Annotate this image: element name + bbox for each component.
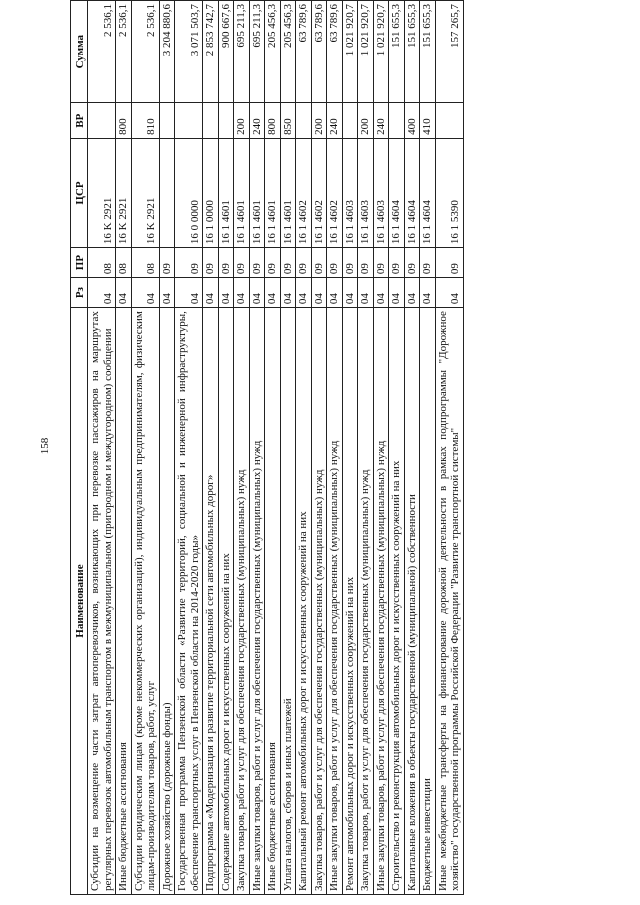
- table-row: [88, 1, 116, 895]
- table-row: [435, 1, 463, 895]
- cell-rz: 04: [404, 278, 420, 308]
- cell-pr: 09: [203, 248, 219, 278]
- cell-name: Иные закупки товаров, работ и услуг для обеспечения государственных (муниципальных) нужд: [373, 308, 389, 895]
- header-csr: ЦСР: [71, 138, 88, 247]
- cell-sum: 2 536,1: [116, 1, 132, 103]
- cell-name: Закупка товаров, работ и услуг для обеспечения государственных (муниципальных) нужд: [234, 308, 250, 895]
- cell-sum: 900 667,6: [218, 1, 234, 103]
- cell-csr: 16 1 4601: [234, 138, 250, 247]
- cell-name: Субсидии на возмещение части затрат автоперевозчиков, возникающих при перевозке пассажиров на маршрутах регулярных перевозок автомобильным транспортом в межмуниципальном (пригородном и междугородном) сообщении: [88, 308, 116, 895]
- cell-rz: 04: [327, 278, 343, 308]
- cell-vr: [88, 103, 116, 138]
- cell-name: Подпрограмма «Модернизация и развитие территориальной сети автомобильных дорог»: [203, 308, 219, 895]
- header-vr: ВР: [71, 103, 88, 138]
- cell-pr: 09: [342, 248, 358, 278]
- rotated-page: [70, 0, 550, 895]
- cell-vr: [435, 103, 463, 138]
- header-pr: ПР: [71, 248, 88, 278]
- header-sum: Сумма: [71, 1, 88, 103]
- cell-csr: 16 1 4602: [327, 138, 343, 247]
- cell-sum: 2 853 742,7: [203, 1, 219, 103]
- cell-name: Иные закупки товаров, работ и услуг для обеспечения государственных (муниципальных) нужд: [327, 308, 343, 895]
- cell-vr: [218, 103, 234, 138]
- cell-pr: 08: [131, 248, 159, 278]
- cell-csr: 16 1 4601: [280, 138, 296, 247]
- cell-rz: 04: [234, 278, 250, 308]
- cell-name: Капитальные вложения в объекты государственной (муниципальной) собственности: [404, 308, 420, 895]
- header-rz: Рз: [71, 278, 88, 308]
- cell-sum: 205 456,3: [280, 1, 296, 103]
- table-row: [234, 1, 250, 895]
- cell-vr: [296, 103, 312, 138]
- cell-sum: 205 456,3: [265, 1, 281, 103]
- cell-name: Бюджетные инвестиции: [420, 308, 436, 895]
- table-row: [389, 1, 405, 895]
- cell-vr: 810: [131, 103, 159, 138]
- cell-rz: 04: [175, 278, 203, 308]
- cell-rz: 04: [116, 278, 132, 308]
- cell-rz: 04: [218, 278, 234, 308]
- cell-pr: 08: [88, 248, 116, 278]
- cell-csr: 16 1 4604: [404, 138, 420, 247]
- cell-rz: 04: [280, 278, 296, 308]
- cell-sum: 63 789,6: [311, 1, 327, 103]
- cell-sum: 695 211,3: [249, 1, 265, 103]
- cell-csr: 16 0 0000: [175, 138, 203, 247]
- cell-csr: 16 1 4601: [218, 138, 234, 247]
- cell-vr: [159, 103, 175, 138]
- table-row: [358, 1, 374, 895]
- cell-rz: 04: [420, 278, 436, 308]
- cell-pr: 09: [234, 248, 250, 278]
- cell-vr: [342, 103, 358, 138]
- cell-sum: 63 789,6: [327, 1, 343, 103]
- cell-rz: 04: [203, 278, 219, 308]
- cell-sum: 1 021 920,7: [358, 1, 374, 103]
- table-row: [159, 1, 175, 895]
- cell-csr: 16 1 4603: [342, 138, 358, 247]
- table-row: [342, 1, 358, 895]
- cell-vr: 240: [327, 103, 343, 138]
- cell-pr: 09: [159, 248, 175, 278]
- cell-rz: 04: [88, 278, 116, 308]
- cell-name: Уплата налогов, сборов и иных платежей: [280, 308, 296, 895]
- table-row: [327, 1, 343, 895]
- cell-rz: 04: [131, 278, 159, 308]
- cell-name: Субсидии юридическим лицам (кроме некоммерческих организаций), индивидуальным предпринимателям, физическим лицам-производителям товаров, работ, услуг: [131, 308, 159, 895]
- cell-name: Строительство и реконструкция автомобильных дорог и искусственных сооружений на них: [389, 308, 405, 895]
- table-row: [420, 1, 436, 895]
- cell-sum: 3 204 880,6: [159, 1, 175, 103]
- cell-sum: 2 536,1: [88, 1, 116, 103]
- cell-csr: 16 1 4602: [311, 138, 327, 247]
- cell-name: Содержание автомобильных дорог и искусственных сооружений на них: [218, 308, 234, 895]
- table-row: [131, 1, 159, 895]
- cell-vr: 850: [280, 103, 296, 138]
- cell-vr: 200: [358, 103, 374, 138]
- header-name: Наименование: [71, 308, 88, 895]
- cell-vr: [203, 103, 219, 138]
- cell-csr: 16 1 4602: [296, 138, 312, 247]
- cell-name: Закупка товаров, работ и услуг для обеспечения государственных (муниципальных) нужд: [358, 308, 374, 895]
- cell-rz: 04: [435, 278, 463, 308]
- cell-name: Ремонт автомобильных дорог и искусственных сооружений на них: [342, 308, 358, 895]
- cell-sum: 151 655,3: [420, 1, 436, 103]
- cell-pr: 09: [311, 248, 327, 278]
- cell-vr: 800: [116, 103, 132, 138]
- cell-rz: 04: [358, 278, 374, 308]
- cell-csr: 16 1 4603: [358, 138, 374, 247]
- cell-sum: 3 071 503,7: [175, 1, 203, 103]
- cell-csr: 16 1 4601: [265, 138, 281, 247]
- cell-pr: 09: [218, 248, 234, 278]
- cell-pr: 09: [420, 248, 436, 278]
- table-row: [218, 1, 234, 895]
- cell-sum: 695 211,3: [234, 1, 250, 103]
- cell-rz: 04: [159, 278, 175, 308]
- cell-vr: [175, 103, 203, 138]
- cell-name: Капитальный ремонт автомобильных дорог и искусственных сооружений на них: [296, 308, 312, 895]
- cell-pr: 09: [175, 248, 203, 278]
- table-row: [296, 1, 312, 895]
- table-row: [373, 1, 389, 895]
- cell-pr: 09: [358, 248, 374, 278]
- cell-sum: 151 655,3: [404, 1, 420, 103]
- cell-name: Государственная программа Пензенской области «Развитие территорий, социальной и инженерной инфраструктуры, обеспечение транспортных услуг в Пензенской области на 2014-2020 годы»: [175, 308, 203, 895]
- cell-vr: 240: [373, 103, 389, 138]
- cell-vr: [389, 103, 405, 138]
- cell-pr: 09: [389, 248, 405, 278]
- cell-pr: 08: [116, 248, 132, 278]
- cell-rz: 04: [249, 278, 265, 308]
- table-row: [175, 1, 203, 895]
- table-row: [311, 1, 327, 895]
- cell-pr: 09: [280, 248, 296, 278]
- cell-vr: 240: [249, 103, 265, 138]
- table-row: [203, 1, 219, 895]
- cell-vr: 400: [404, 103, 420, 138]
- cell-csr: 16 1 4604: [420, 138, 436, 247]
- cell-csr: 16 1 4603: [373, 138, 389, 247]
- cell-csr: 16 1 5390: [435, 138, 463, 247]
- page-number: 158: [39, 437, 51, 455]
- cell-name: Иные межбюджетные трансферты на финансирование дорожной деятельности в рамках подпрограммы "Дорожное хозяйство" государственной программы Российской Федерации "Развитие транспортной системы": [435, 308, 463, 895]
- cell-rz: 04: [389, 278, 405, 308]
- cell-vr: 200: [311, 103, 327, 138]
- cell-sum: 151 655,3: [389, 1, 405, 103]
- cell-csr: 16 1 4604: [389, 138, 405, 247]
- cell-sum: 2 536,1: [131, 1, 159, 103]
- budget-table: [70, 0, 464, 895]
- cell-sum: 157 265,7: [435, 1, 463, 103]
- cell-csr: [159, 138, 175, 247]
- cell-vr: 410: [420, 103, 436, 138]
- cell-pr: 09: [373, 248, 389, 278]
- table-body: [88, 1, 464, 895]
- cell-csr: 16 1 0000: [203, 138, 219, 247]
- cell-rz: 04: [373, 278, 389, 308]
- cell-rz: 04: [311, 278, 327, 308]
- cell-csr: 16 K 2921: [131, 138, 159, 247]
- cell-pr: 09: [265, 248, 281, 278]
- table-row: [116, 1, 132, 895]
- table-row: [265, 1, 281, 895]
- cell-rz: 04: [296, 278, 312, 308]
- cell-csr: 16 1 4601: [249, 138, 265, 247]
- cell-name: Иные закупки товаров, работ и услуг для обеспечения государственных (муниципальных) нужд: [249, 308, 265, 895]
- cell-rz: 04: [342, 278, 358, 308]
- table-header-row: [71, 1, 88, 895]
- cell-name: Закупка товаров, работ и услуг для обеспечения государственных (муниципальных) нужд: [311, 308, 327, 895]
- table-row: [404, 1, 420, 895]
- cell-vr: 800: [265, 103, 281, 138]
- cell-name: Иные бюджетные ассигнования: [265, 308, 281, 895]
- cell-name: Иные бюджетные ассигнования: [116, 308, 132, 895]
- cell-name: Дорожное хозяйство (дорожные фонды): [159, 308, 175, 895]
- cell-pr: 09: [296, 248, 312, 278]
- cell-csr: 16 K 2921: [88, 138, 116, 247]
- cell-sum: 1 021 920,7: [342, 1, 358, 103]
- cell-pr: 09: [435, 248, 463, 278]
- cell-rz: 04: [265, 278, 281, 308]
- cell-vr: 200: [234, 103, 250, 138]
- cell-sum: 63 789,6: [296, 1, 312, 103]
- cell-pr: 09: [249, 248, 265, 278]
- table-row: [280, 1, 296, 895]
- cell-csr: 16 K 2921: [116, 138, 132, 247]
- cell-pr: 09: [404, 248, 420, 278]
- cell-pr: 09: [327, 248, 343, 278]
- table-row: [249, 1, 265, 895]
- cell-sum: 1 021 920,7: [373, 1, 389, 103]
